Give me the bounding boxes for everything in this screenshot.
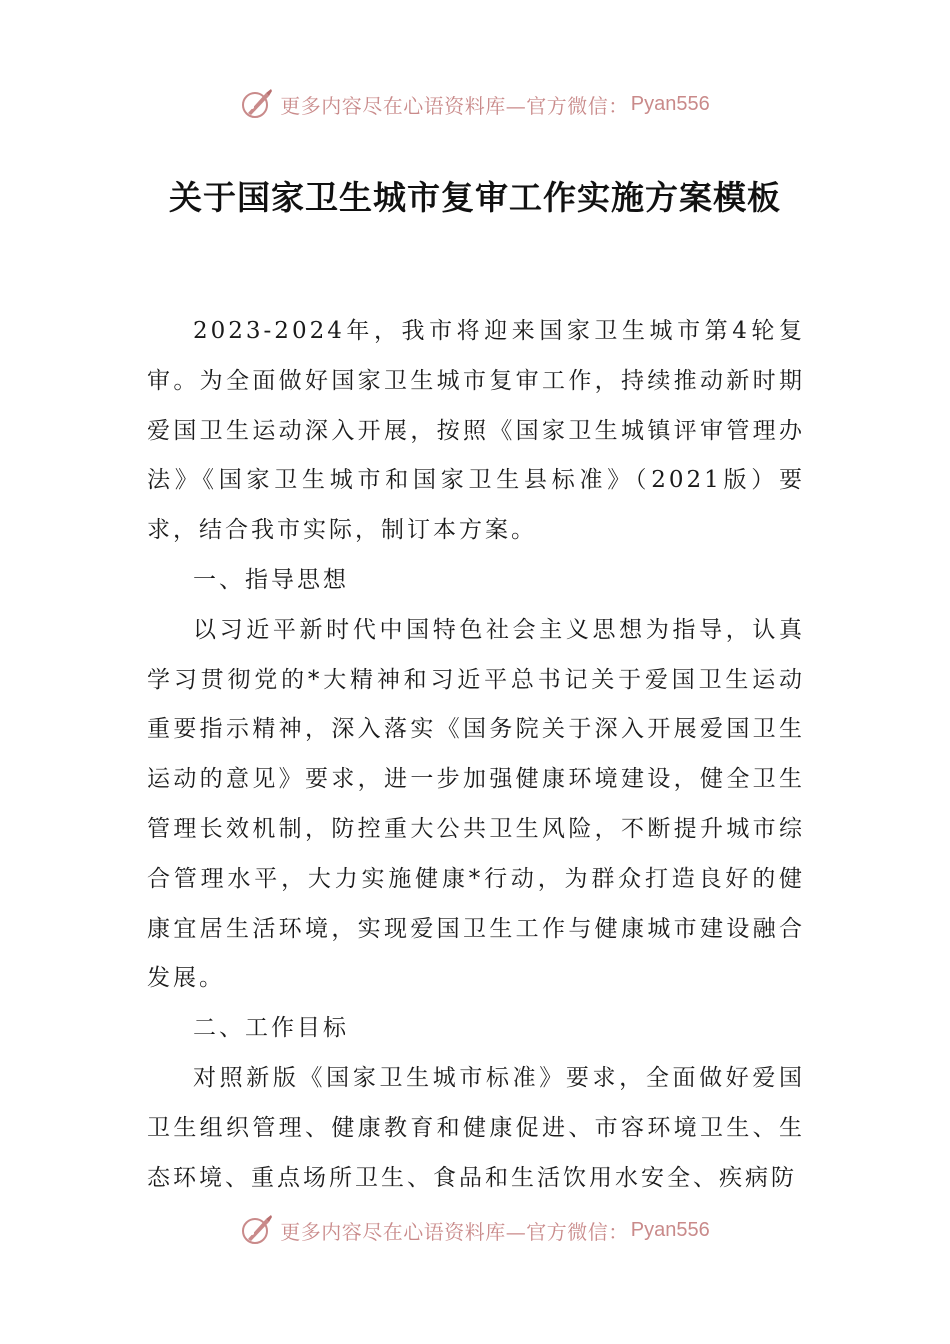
paragraph-work-goals: 对照新版《国家卫生城市标准》要求，全面做好爱国卫生组织管理、健康教育和健康促进、市容环境卫生、生态环境、重点场所卫生、食品和生活饮用水安全、疾病防 [147,1064,805,1191]
banner-text: 更多内容尽在心语资料库—官方微信： [280,1219,629,1244]
header-watermark-banner [0,84,950,124]
document-title: 关于国家卫生城市复审工作实施方案模板 [169,178,781,217]
paragraph-guiding-ideology: 以习近平新时代中国特色社会主义思想为指导，认真学习贯彻党的*大精神和习近平总书记关于爱国卫生运动重要指示精神，深入落实《国务院关于深入开展爱国卫生运动的意见》要求，进一步加强健康环境建设，健全卫生管理长效机制，防控重大公共卫生风险，不断提升城市综合管理水平，大力实施健康*行动，为群众打造良好的健康宜居生活环境，实现爱国卫生工作与健康城市建设融合发展。 [147,616,805,992]
section-heading-guiding-ideology: 一、指导思想 [193,566,349,593]
section-heading-work-goals: 二、工作目标 [193,1015,349,1042]
footer-watermark-banner [0,1210,950,1250]
banner-wechat-id: Pyan556 [630,92,710,115]
paragraph-intro: 2023-2024年，我市将迎来国家卫生城市第4轮复审。为全面做好国家卫生城市复审工作，持续推动新时期爱国卫生运动深入开展，按照《国家卫生城镇评审管理办法》《国家卫生城市和国家卫生县标准》（2021版）要求，结合我市实际，制订本方案。 [147,318,805,544]
document-body [147,307,805,1203]
quill-pen-logo-icon [240,1213,274,1247]
banner-text: 更多内容尽在心语资料库—官方微信： [280,93,629,118]
quill-pen-logo-icon [240,87,274,121]
banner-wechat-id: Pyan556 [630,1218,710,1241]
